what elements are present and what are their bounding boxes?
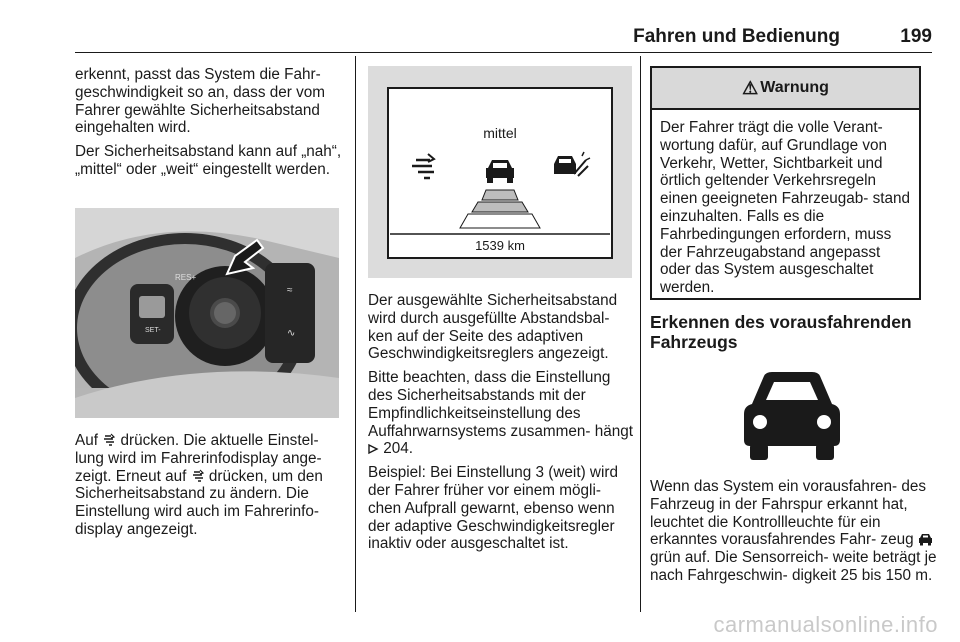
page-reference-arrow-icon[interactable] — [368, 443, 379, 455]
text-run: Wenn das System ein vorausfahren- des Fahrzeug in der Fahrspur erkannt hat, leuchtet die Kontrollleuchte für ein erkanntes vorausfahrendes Fahr- zeug — [650, 478, 927, 549]
paragraph: erkennt, passt das System die Fahr- geschwindigkeit so an, dass der vom Fahrer gewählte Sicherheitsabstand eingehalten wird. — [75, 66, 325, 137]
vehicle-ahead-icon — [918, 533, 933, 546]
left-column-top — [75, 66, 347, 185]
text-run: drücken, um den Sicherheitsabstand zu ändern. Die Einstellung wird auch im Fahrerinfo- display angezeigt. — [75, 467, 323, 538]
svg-text:∿: ∿ — [287, 328, 296, 339]
warning-header — [652, 68, 919, 110]
text-run: Bitte beachten, dass die Einstellung des Sicherheitsabstands mit der Empfindlichkeitseinstellung des Auffahrwarnsystems zusammen- hängt — [368, 369, 633, 440]
paragraph: Der Sicherheitsabstand kann auf „nah“, „mittel“ oder „weit“ eingestellt werden. — [75, 143, 342, 178]
chapter-title: Fahren und Bedienung — [633, 26, 840, 47]
page-reference-link[interactable]: 204. — [379, 440, 414, 458]
paragraph — [650, 478, 940, 585]
odometer-reading: 1539 km — [475, 238, 525, 253]
warning-title: Warnung — [760, 79, 829, 96]
warning-box — [650, 66, 921, 300]
display-setting-label: mittel — [483, 125, 517, 141]
column-divider-2 — [640, 56, 641, 612]
page-number: 199 — [900, 26, 932, 47]
left-column-bottom — [75, 432, 347, 545]
svg-text:≈: ≈ — [287, 285, 293, 296]
steering-wheel-controls-image — [75, 208, 339, 418]
text-run: grün auf. Die Sensorreich- weite beträgt je nach Fahrgeschwin- digkeit 25 bis 150 m. — [650, 549, 937, 584]
distance-setting-icon — [191, 469, 205, 483]
svg-text:SET-: SET- — [145, 327, 161, 334]
section-heading: Erkennen des vorausfahrenden Fahrzeugs — [650, 312, 912, 352]
watermark: carmanualsonline.info — [713, 612, 938, 637]
paragraph: Beispiel: Bei Einstellung 3 (weit) wird der Fahrer früher vor einem mögli- chen Aufprall gewarnt, ebenso wenn der adaptive Geschwindigkeitsregler inaktiv oder ausgeschaltet ist. — [368, 464, 618, 553]
text-run: Auf — [75, 432, 103, 449]
driver-info-display-figure — [368, 66, 632, 278]
right-column-text — [650, 478, 940, 591]
header-divider — [75, 52, 932, 53]
svg-text:RES+: RES+ — [175, 273, 197, 282]
text-run: drücken. Die aktuelle Einstel- lung wird im Fahrerinfodisplay ange- zeigt. Erneut auf — [75, 432, 322, 485]
distance-setting-icon — [102, 433, 116, 447]
column-divider-1 — [355, 56, 356, 612]
paragraph — [368, 369, 638, 458]
paragraph: Der ausgewählte Sicherheitsabstand wird durch ausgefüllte Abstandsbal- ken auf der Seite des adaptiven Geschwindigkeitsreglers angezeigt. — [368, 292, 618, 363]
vehicle-ahead-indicator-figure — [660, 362, 924, 464]
warning-text: Der Fahrer trägt die volle Verant- wortung dafür, auf Grundlage von Verkehr, Wetter, Sichtbarkeit und örtlich geltender Verkehrsregeln einen geeigneten Fahrzeugab- stand einzuhalten. Falls es die Fahrbedingungen erfordern, muss der Fahrzeugabstand angepasst oder das System ausgeschaltet werden. — [660, 119, 911, 297]
instruction-paragraph — [75, 432, 347, 539]
middle-column-text — [368, 292, 638, 559]
warning-triangle-icon: ⚠ — [742, 77, 759, 98]
